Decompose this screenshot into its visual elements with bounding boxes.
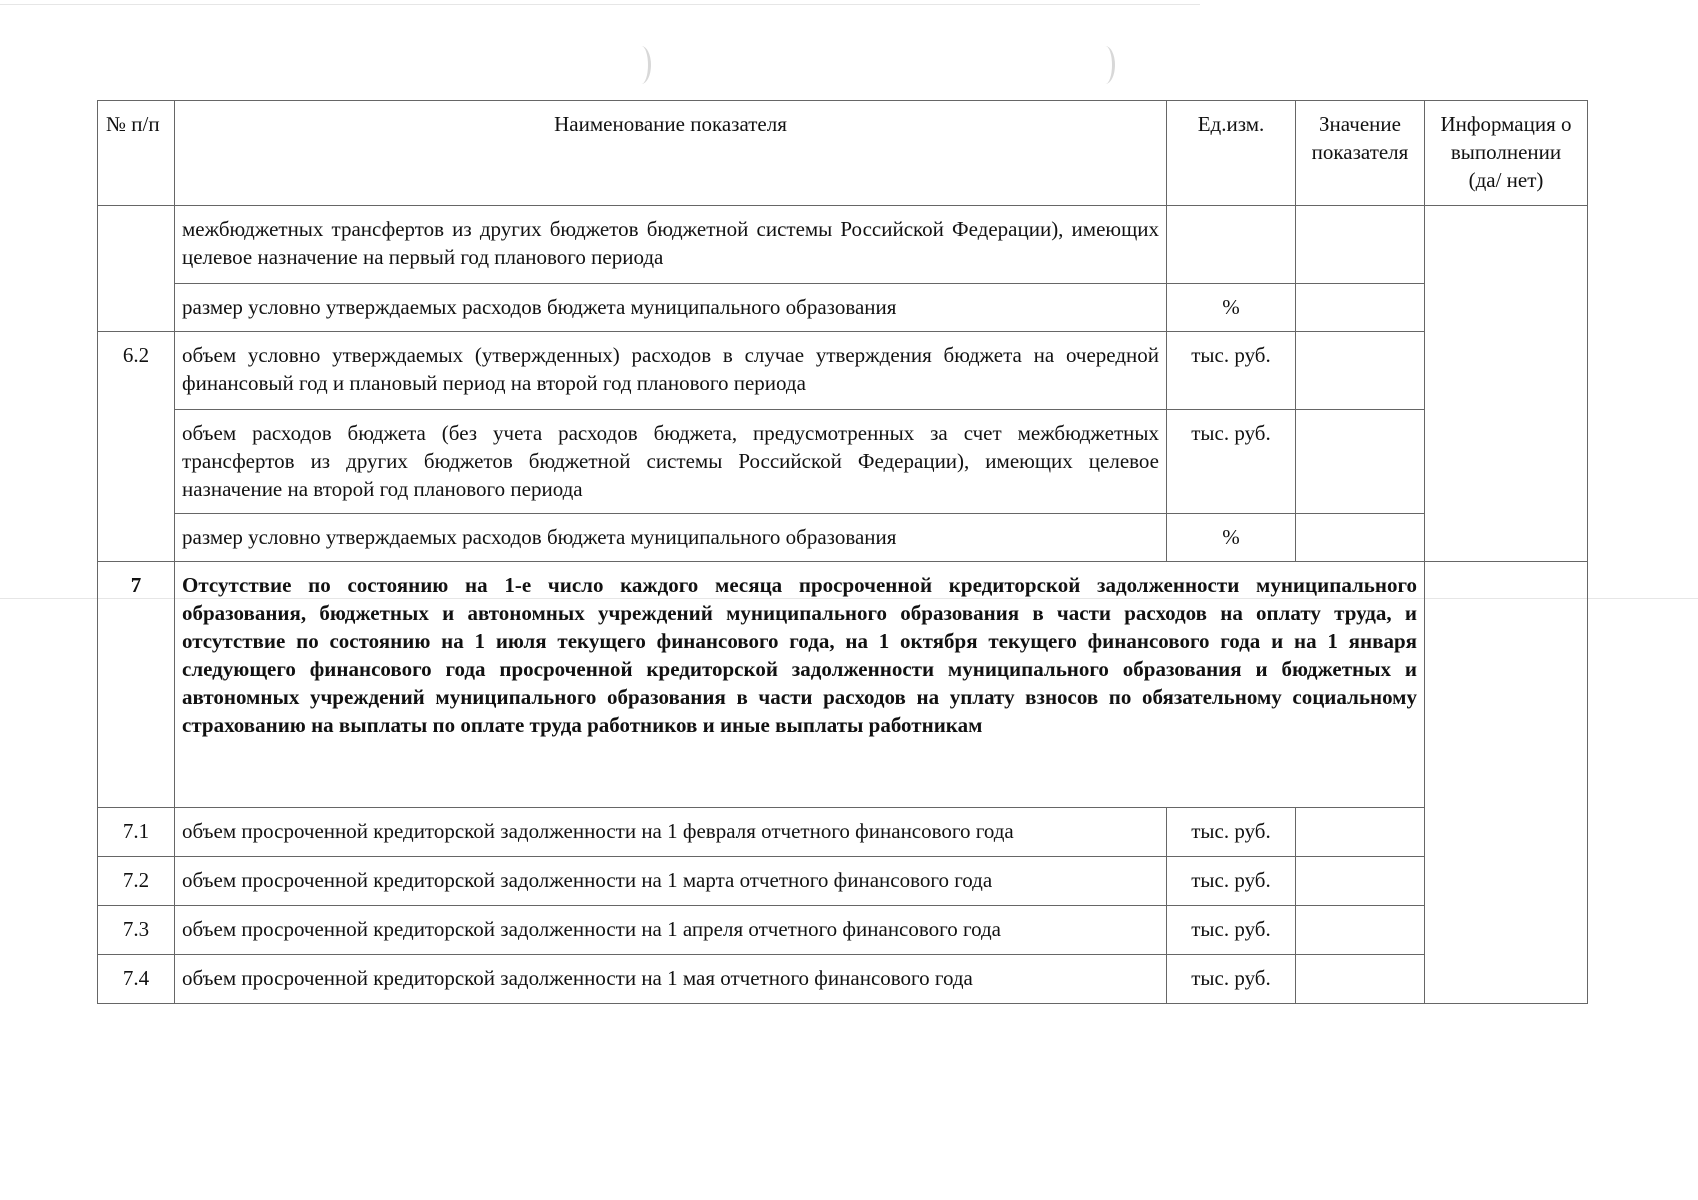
indicator-name: объем просроченной кредиторской задолженности на 1 февраля отчетного финансового года xyxy=(175,808,1167,857)
unit-cell: тыс. руб. xyxy=(1167,857,1296,906)
value-cell xyxy=(1296,284,1425,332)
punch-hole-mark-right xyxy=(1096,46,1115,84)
indicator-name: Отсутствие по состоянию на 1-е число каждого месяца просроченной кредиторской задолженности муниципального образования, бюджетных и автономных учреждений муниципального образования в части расходов на оплату труда, и отсутствие по состоянию на 1 июля текущего финансового года, на 1 октября текущего финансового года и на 1 января следующего финансового года просроченной кредиторской задолженности муниципального образования и бюджетных и автономных учреждений муниципального образования в части расходов на уплату взносов по обязательному социальному страхованию на выплаты по оплате труда работников и иные выплаты работникам xyxy=(175,562,1425,808)
unit-cell: тыс. руб. xyxy=(1167,332,1296,410)
table-row xyxy=(98,206,1588,284)
value-cell xyxy=(1296,906,1425,955)
table-row xyxy=(98,284,1588,332)
row-num-cell: 7.4 xyxy=(98,955,175,1004)
unit-cell xyxy=(1167,206,1296,284)
table-row xyxy=(98,332,1588,410)
header-name: Наименование показателя xyxy=(175,101,1167,206)
unit-cell: тыс. руб. xyxy=(1167,955,1296,1004)
header-unit: Ед.изм. xyxy=(1167,101,1296,206)
table-header-row xyxy=(98,101,1588,206)
header-num: № п/п xyxy=(98,101,175,206)
row-num-cell: 7.1 xyxy=(98,808,175,857)
value-cell xyxy=(1296,332,1425,410)
info-cell xyxy=(1425,206,1588,562)
table-row xyxy=(98,906,1588,955)
indicator-name: объем условно утверждаемых (утвержденных) расходов в случае утверждения бюджета на очередной финансовый год и плановый период на второй год планового периода xyxy=(175,332,1167,410)
unit-cell: тыс. руб. xyxy=(1167,906,1296,955)
unit-cell: тыс. руб. xyxy=(1167,410,1296,514)
indicator-name: объем просроченной кредиторской задолженности на 1 марта отчетного финансового года xyxy=(175,857,1167,906)
info-cell xyxy=(1425,562,1588,1004)
punch-hole-mark-left xyxy=(632,46,651,84)
row-num-cell: 7.2 xyxy=(98,857,175,906)
indicators-table xyxy=(97,100,1588,1004)
indicator-name: размер условно утверждаемых расходов бюджета муниципального образования xyxy=(175,514,1167,562)
indicator-name: объем расходов бюджета (без учета расходов бюджета, предусмотренных за счет межбюджетных трансфертов из других бюджетов бюджетной системы Российской Федерации), имеющих целевое назначение на второй год планового периода xyxy=(175,410,1167,514)
table-row xyxy=(98,955,1588,1004)
unit-cell: тыс. руб. xyxy=(1167,808,1296,857)
unit-cell: % xyxy=(1167,284,1296,332)
indicator-name: межбюджетных трансфертов из других бюджетов бюджетной системы Российской Федерации), имеющих целевое назначение на первый год планового периода xyxy=(175,206,1167,284)
table-row xyxy=(98,808,1588,857)
header-value: Значение показателя xyxy=(1296,101,1425,206)
header-info: Информация о выполнении (да/ нет) xyxy=(1425,101,1588,206)
table-row xyxy=(98,410,1588,514)
value-cell xyxy=(1296,206,1425,284)
unit-cell: % xyxy=(1167,514,1296,562)
row-num-cell: 7 xyxy=(98,562,175,808)
scan-artifact-line xyxy=(0,4,1200,5)
table-row xyxy=(98,857,1588,906)
table-row xyxy=(98,562,1588,808)
value-cell xyxy=(1296,410,1425,514)
row-num-cell: 6.2 xyxy=(98,332,175,562)
value-cell xyxy=(1296,808,1425,857)
indicator-name: объем просроченной кредиторской задолженности на 1 апреля отчетного финансового года xyxy=(175,906,1167,955)
table-row xyxy=(98,514,1588,562)
row-num-cell: 7.3 xyxy=(98,906,175,955)
value-cell xyxy=(1296,857,1425,906)
indicator-name: объем просроченной кредиторской задолженности на 1 мая отчетного финансового года xyxy=(175,955,1167,1004)
indicator-name: размер условно утверждаемых расходов бюджета муниципального образования xyxy=(175,284,1167,332)
value-cell xyxy=(1296,955,1425,1004)
value-cell xyxy=(1296,514,1425,562)
row-num-cell xyxy=(98,206,175,332)
